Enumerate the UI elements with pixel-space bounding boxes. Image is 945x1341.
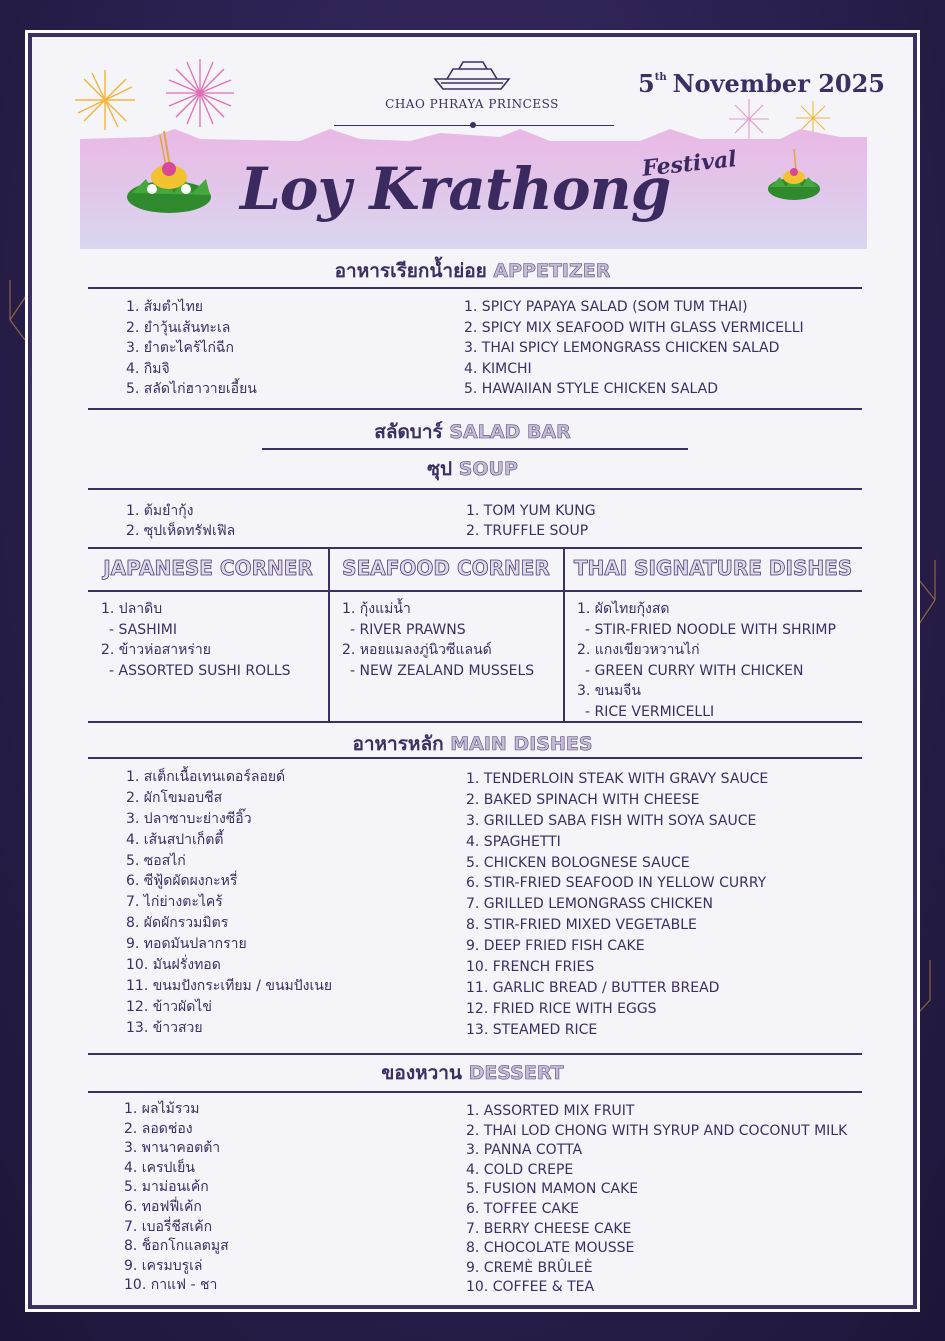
list-item: 5. CHICKEN BOLOGNESE SAUCE [466, 854, 690, 871]
appetizer-heading-th: อาหารเรียกน้ำย่อย [334, 260, 487, 282]
list-item: 1. ASSORTED MIX FRUIT [466, 1103, 635, 1119]
list-item: - SASHIMI [109, 621, 177, 638]
brand-logo [422, 57, 522, 93]
list-item: 5. ซอสไก่ [126, 852, 186, 869]
list-item: 13. ข้าวสวย [126, 1019, 203, 1036]
main-dishes-heading [32, 729, 913, 759]
brand-divider-dot [470, 122, 476, 128]
brand-name: CHAO PHRAYA PRINCESS [385, 97, 559, 111]
main-heading-en: MAIN DISHES [450, 733, 593, 755]
list-item: 1. TENDERLOIN STEAK WITH GRAVY SAUCE [466, 771, 769, 787]
japanese-corner-heading: JAPANESE CORNER [103, 556, 313, 580]
main-rule-top [88, 757, 862, 759]
list-item: 4. KIMCHI [464, 360, 532, 377]
soup-list-en [466, 502, 596, 541]
list-item: 10. COFFEE & TEA [466, 1279, 595, 1296]
krathong-right-icon [766, 145, 822, 207]
list-item: 1. ปลาดิบ [101, 601, 163, 617]
main-heading-th: อาหารหลัก [352, 733, 444, 755]
list-item: 2. SPICY MIX SEAFOOD WITH GLASS VERMICELLI [464, 319, 804, 336]
date-day: 5 [638, 69, 655, 98]
dessert-heading-en: DESSERT [468, 1062, 564, 1084]
krathong-left-icon [124, 127, 214, 223]
list-item: 5. FUSION MAMON CAKE [466, 1181, 639, 1198]
list-item: 2. ยำวุ้นเส้นทะเล [126, 319, 231, 336]
list-item: 10. มันฝรั่งทอด [126, 957, 221, 974]
japanese-corner-list [101, 599, 291, 681]
list-item: 9. DEEP FRIED FISH CAKE [466, 938, 645, 955]
boat-logo-icon [431, 57, 513, 93]
dessert-rule-top [88, 1091, 862, 1093]
date-suffix: th [654, 72, 667, 83]
list-item: 9. ทอดมันปลากราย [126, 936, 247, 953]
list-item: 4. COLD CREPE [466, 1161, 574, 1178]
soup-list-th [126, 502, 235, 541]
list-item: 3. ขนมจีน [577, 683, 641, 699]
list-item: 3. PANNA COTTA [466, 1142, 583, 1159]
list-item: 2. หอยแมลงภู่นิวซีแลนด์ [342, 642, 492, 658]
soup-heading-en: SOUP [458, 458, 518, 480]
list-item: 7. ไก่ย่างตะไคร้ [126, 894, 223, 911]
list-item: 3. ยำตะไคร้ไก่ฉีก [126, 340, 234, 356]
list-item: 3. THAI SPICY LEMONGRASS CHICKEN SALAD [464, 340, 780, 356]
salad-bar-heading-en: SALAD BAR [449, 421, 571, 443]
list-item: 5. สลัดไก่ฮาวายเอี้ยน [126, 381, 257, 397]
date-month-year: November 2025 [672, 69, 885, 98]
list-item: 1. กุ้งแม่น้ำ [342, 601, 411, 617]
appetizer-heading-en: APPETIZER [493, 260, 611, 282]
appetizer-rule-bottom [88, 408, 862, 410]
list-item: 1. TOM YUM KUNG [466, 503, 596, 519]
thai-signature-list [577, 599, 836, 722]
list-item: 13. STEAMED RICE [466, 1021, 598, 1038]
list-item: - NEW ZEALAND MUSSELS [350, 662, 535, 679]
seafood-corner-list [342, 599, 534, 681]
list-item: 9. เครมบรูเล่ [124, 1257, 203, 1274]
salad-bar-heading [32, 417, 913, 447]
list-item: 2. แกงเขียวหวานไก่ [577, 642, 700, 658]
appetizer-list-th [126, 297, 257, 400]
list-item: 1. ผัดไทยกุ้งสด [577, 601, 670, 617]
main-list-en [466, 769, 768, 1041]
list-item: 2. TRUFFLE SOUP [466, 522, 589, 539]
seafood-corner-heading: SEAFOOD CORNER [342, 556, 550, 580]
list-item: 4. เส้นสปาเก็ตตี้ [126, 831, 224, 848]
list-item: 12. ข้าวผัดไข่ [126, 998, 212, 1015]
list-item: 2. ซุปเห็ดทรัฟเฟิล [126, 522, 236, 539]
list-item: 8. STIR-FRIED MIXED VEGETABLE [466, 917, 697, 934]
list-item: 11. ขนมปังกระเทียม / ขนมปังเนย [126, 977, 333, 994]
list-item: 7. เบอรี่ชีสเค้ก [124, 1218, 213, 1235]
main-rule-bottom [88, 1053, 862, 1055]
salad-bar-heading-th: สลัดบาร์ [374, 421, 443, 443]
soup-heading [32, 454, 913, 484]
menu-card [28, 33, 917, 1309]
dessert-list-th [124, 1100, 229, 1296]
list-item: 6. TOFFEE CAKE [466, 1200, 580, 1217]
list-item: 8. CHOCOLATE MOUSSE [466, 1240, 635, 1257]
list-item: - ASSORTED SUSHI ROLLS [109, 662, 291, 679]
appetizer-rule-top [88, 287, 862, 289]
list-item: 2. ผักโขมอบชีส [126, 789, 223, 806]
main-list-th [126, 767, 332, 1039]
thai-signature-heading: THAI SIGNATURE DISHES [573, 556, 853, 580]
appetizer-heading [32, 256, 913, 286]
list-item: 3. พานาคอตต้า [124, 1140, 221, 1157]
list-item: - RIVER PRAWNS [350, 621, 466, 638]
list-item: 9. CREMÈ BRÛLEÈ [466, 1259, 593, 1276]
list-item: 1. SPICY PAPAYA SALAD (SOM TUM THAI) [464, 299, 748, 315]
list-item: 4. เครปเย็น [124, 1159, 195, 1176]
dessert-heading [32, 1058, 913, 1088]
list-item: 7. BERRY CHEESE CAKE [466, 1220, 632, 1237]
appetizer-list-en [464, 297, 804, 400]
list-item: 1. ส้มตำไทย [126, 299, 204, 315]
list-item: 6. STIR-FRIED SEAFOOD IN YELLOW CURRY [466, 875, 767, 892]
list-item: 10. กาแฟ - ชา [124, 1277, 218, 1294]
event-title-subtitle: Festival [640, 146, 738, 182]
corners-rule-mid [88, 590, 862, 592]
list-item: 5. HAWAIIAN STYLE CHICKEN SALAD [464, 381, 719, 397]
list-item: 1. สเต็กเนื้อเทนเดอร์ลอยด์ [126, 769, 286, 785]
list-item: 8. ช็อกโกแลตมูส [124, 1238, 229, 1255]
list-item: 8. ผัดผักรวมมิตร [126, 915, 229, 932]
soup-rule-top [88, 488, 862, 490]
list-item: - STIR-FRIED NOODLE WITH SHRIMP [585, 621, 836, 638]
dessert-heading-th: ของหวาน [381, 1062, 462, 1084]
list-item: 2. THAI LOD CHONG WITH SYRUP AND COCONUT MILK [466, 1122, 848, 1139]
list-item: - GREEN CURRY WITH CHICKEN [585, 662, 804, 679]
list-item: 11. GARLIC BREAD / BUTTER BREAD [466, 979, 720, 996]
list-item: 4. SPAGHETTI [466, 833, 561, 850]
firework-pink-icon [162, 55, 238, 131]
list-item: 2. BAKED SPINACH WITH CHEESE [466, 791, 700, 808]
event-date [638, 69, 885, 98]
firework-gold-icon [70, 65, 140, 135]
salad-bar-rule [262, 448, 688, 450]
list-item: 1. ต้มยำกุ้ง [126, 503, 194, 519]
list-item: 1. ผลไม้รวม [124, 1101, 200, 1117]
list-item: 7. GRILLED LEMONGRASS CHICKEN [466, 896, 713, 913]
list-item: 2. ลอดช่อง [124, 1120, 193, 1137]
corners-rule-top [88, 547, 862, 549]
list-item: - RICE VERMICELLI [585, 703, 715, 720]
list-item: 6. ซีฟู้ดผัดผงกะหรี่ [126, 873, 238, 890]
soup-heading-th: ซุป [427, 458, 453, 480]
list-item: 12. FRIED RICE WITH EGGS [466, 1000, 657, 1017]
list-item: 10. FRENCH FRIES [466, 959, 595, 976]
list-item: 2. ข้าวห่อสาหร่าย [101, 642, 211, 658]
list-item: 3. GRILLED SABA FISH WITH SOYA SAUCE [466, 812, 757, 829]
list-item: 6. ทอฟฟี่เค้ก [124, 1198, 202, 1215]
event-title: Loy Krathong [240, 155, 671, 223]
list-item: 5. มาม่อนเค้ก [124, 1179, 209, 1196]
list-item: 4. กิมจิ [126, 360, 170, 377]
dessert-list-en [466, 1102, 847, 1298]
list-item: 3. ปลาซาบะย่างซีอิ๊ว [126, 810, 252, 827]
